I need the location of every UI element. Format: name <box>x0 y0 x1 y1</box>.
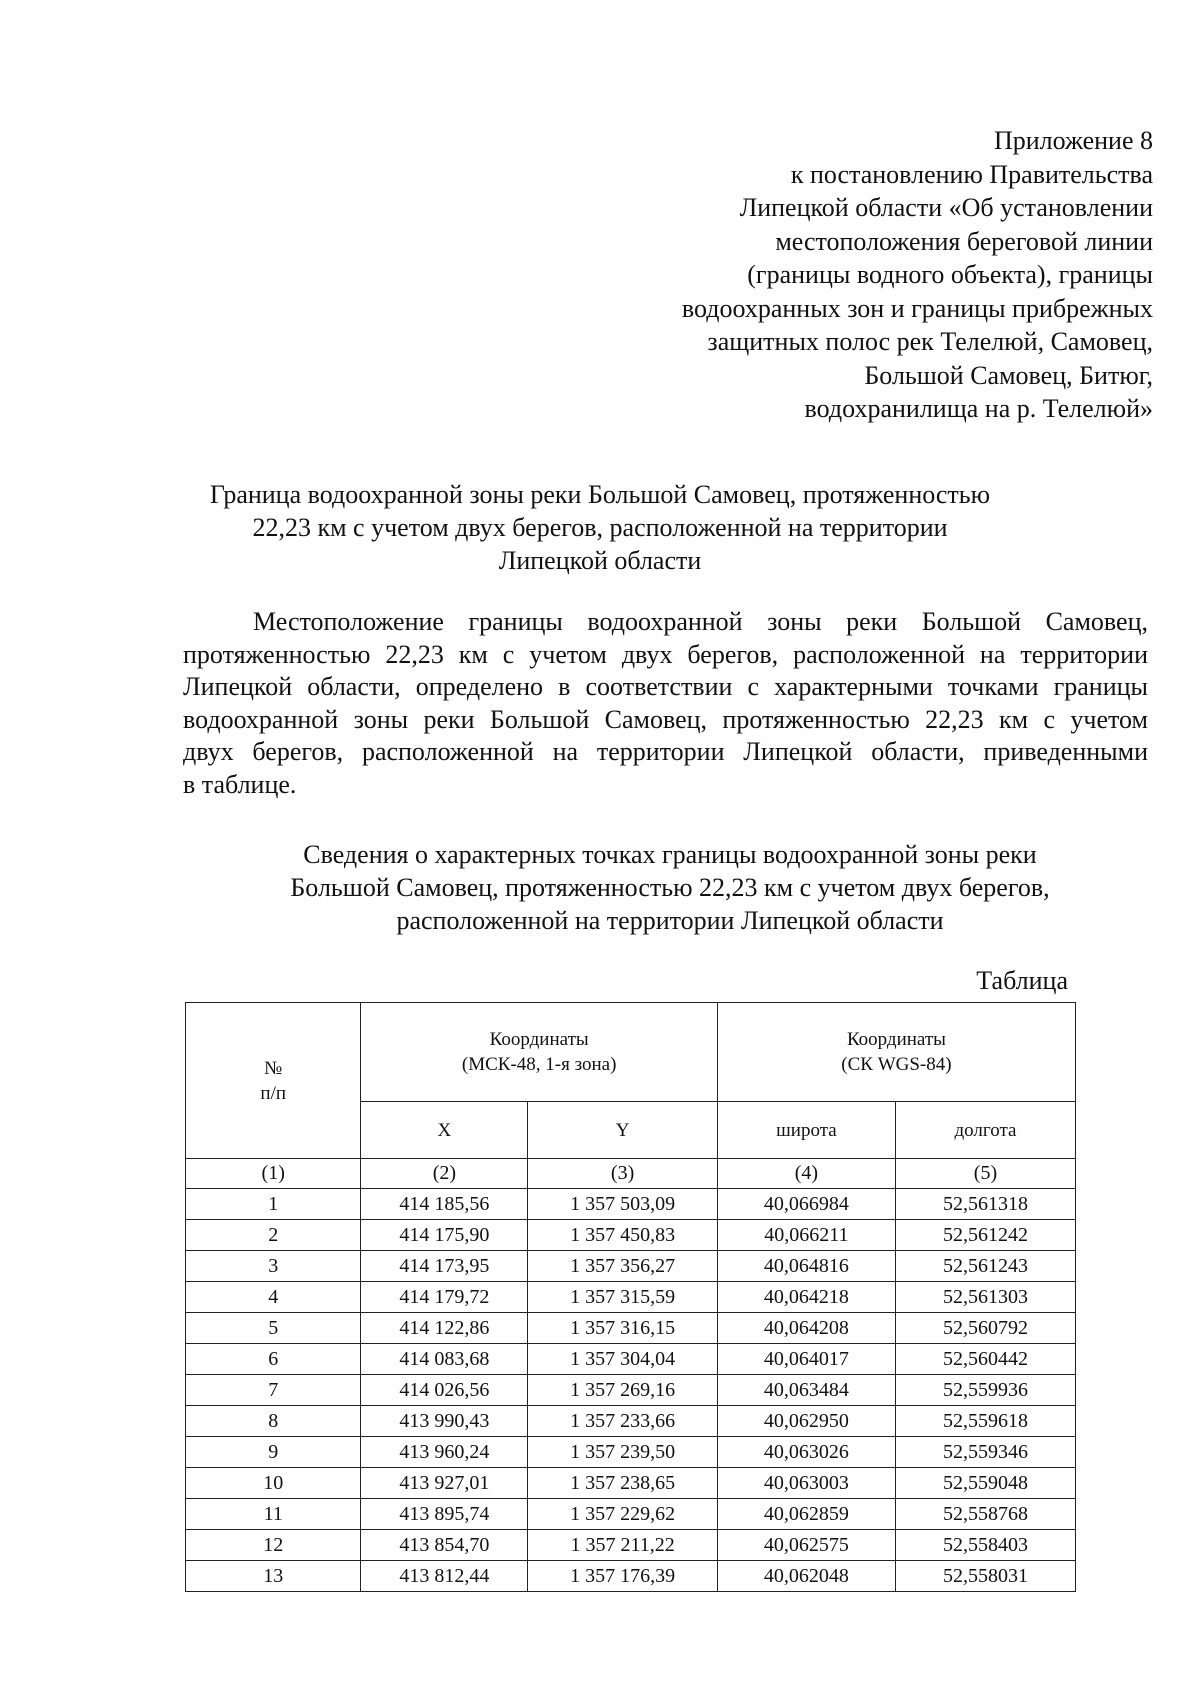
point-number-cell: 8 <box>186 1406 361 1437</box>
appendix-line: водоохранных зон и границы прибрежных <box>681 293 1153 323</box>
y-cell: 1 357 239,50 <box>528 1437 718 1468</box>
caption-line: расположенной на территории Липецкой области <box>396 906 944 935</box>
title-line: Граница водоохранной зоны реки Большой Самовец, протяженностью <box>209 480 991 509</box>
latitude-cell: 40,064017 <box>717 1344 895 1375</box>
table-row <box>186 1530 1076 1561</box>
appendix-line: Большой Самовец, Битюг, <box>864 360 1153 390</box>
longitude-cell: 52,559618 <box>895 1406 1075 1437</box>
coordinates-table <box>185 1002 1076 1592</box>
latitude-cell: 40,062950 <box>717 1406 895 1437</box>
table-row <box>186 1561 1076 1592</box>
y-cell: 1 357 176,39 <box>528 1561 718 1592</box>
x-cell: 414 185,56 <box>361 1189 528 1220</box>
latitude-cell: 40,064816 <box>717 1251 895 1282</box>
point-number-cell: 7 <box>186 1375 361 1406</box>
table-row <box>186 1220 1076 1251</box>
point-number-cell: 12 <box>186 1530 361 1561</box>
appendix-line: Липецкой области «Об установлении <box>739 193 1153 222</box>
paragraph-line: в таблице. <box>183 769 297 799</box>
header-longitude: долгота <box>895 1102 1075 1159</box>
table-row <box>186 1313 1076 1344</box>
header-number-symbol: № <box>264 1057 283 1079</box>
x-cell: 413 990,43 <box>361 1406 528 1437</box>
x-cell: 414 083,68 <box>361 1344 528 1375</box>
x-cell: 413 927,01 <box>361 1468 528 1499</box>
table-row <box>186 1189 1076 1220</box>
table-row <box>186 1375 1076 1406</box>
column-number: (3) <box>528 1159 718 1189</box>
table-label: Таблица <box>976 966 1068 995</box>
table-body <box>186 1189 1076 1592</box>
caption-line: Большой Самовец, протяженностью 22,23 км с учетом двух берегов, <box>290 873 1050 902</box>
point-number-cell: 3 <box>186 1251 361 1282</box>
y-cell: 1 357 450,83 <box>528 1220 718 1251</box>
longitude-cell: 52,558768 <box>895 1499 1075 1530</box>
latitude-cell: 40,063484 <box>717 1375 895 1406</box>
longitude-cell: 52,561243 <box>895 1251 1075 1282</box>
column-number-row <box>186 1159 1076 1189</box>
y-cell: 1 357 233,66 <box>528 1406 718 1437</box>
header-wgs-coordinates <box>717 1003 1075 1102</box>
longitude-cell: 52,560442 <box>895 1344 1075 1375</box>
appendix-line: к постановлению Правительства <box>790 159 1153 189</box>
table-row <box>186 1499 1076 1530</box>
latitude-cell: 40,064208 <box>717 1313 895 1344</box>
y-cell: 1 357 503,09 <box>528 1189 718 1220</box>
paragraph-line: водоохранной зоны реки Большой Самовец, протяженностью 22,23 км с учетом <box>183 704 1148 734</box>
table-row <box>186 1468 1076 1499</box>
title-line: 22,23 км с учетом двух берегов, расположенной на территории <box>252 513 948 542</box>
y-cell: 1 357 315,59 <box>528 1282 718 1313</box>
document-title <box>160 478 1040 577</box>
y-cell: 1 357 304,04 <box>528 1344 718 1375</box>
longitude-cell: 52,559346 <box>895 1437 1075 1468</box>
latitude-cell: 40,062575 <box>717 1530 895 1561</box>
column-number: (4) <box>717 1159 895 1189</box>
x-cell: 413 854,70 <box>361 1530 528 1561</box>
paragraph-line: протяженностью 22,23 км с учетом двух берегов, расположенной на территории <box>183 639 1148 669</box>
appendix-line: местоположения береговой линии <box>775 226 1153 256</box>
y-cell: 1 357 238,65 <box>528 1468 718 1499</box>
point-number-cell: 2 <box>186 1220 361 1251</box>
header-latitude: широта <box>717 1102 895 1159</box>
y-cell: 1 357 316,15 <box>528 1313 718 1344</box>
table-header-row <box>186 1003 1076 1102</box>
point-number-cell: 9 <box>186 1437 361 1468</box>
table-row <box>186 1437 1076 1468</box>
column-number: (2) <box>361 1159 528 1189</box>
column-number: (1) <box>186 1159 361 1189</box>
header-wgs-title: Координаты <box>846 1029 946 1050</box>
appendix-line: защитных полос рек Телелюй, Самовец, <box>707 327 1153 356</box>
table-row <box>186 1344 1076 1375</box>
table-caption <box>230 838 1110 937</box>
appendix-line: водохранилища на р. Телелюй» <box>804 394 1153 423</box>
point-number-cell: 10 <box>186 1468 361 1499</box>
table-row <box>186 1282 1076 1313</box>
longitude-cell: 52,558031 <box>895 1561 1075 1592</box>
header-x: X <box>361 1102 528 1159</box>
point-number-cell: 13 <box>186 1561 361 1592</box>
point-number-cell: 1 <box>186 1189 361 1220</box>
x-cell: 414 026,56 <box>361 1375 528 1406</box>
point-number-cell: 5 <box>186 1313 361 1344</box>
latitude-cell: 40,062048 <box>717 1561 895 1592</box>
header-msk-coordinates <box>361 1003 717 1102</box>
paragraph-line: Липецкой области, определено в соответствии с характерными точками границы <box>183 672 1148 701</box>
paragraph-line: двух берегов, расположенной на территории Липецкой области, приведенными <box>183 737 1148 766</box>
longitude-cell: 52,561303 <box>895 1282 1075 1313</box>
latitude-cell: 40,066984 <box>717 1189 895 1220</box>
latitude-cell: 40,063026 <box>717 1437 895 1468</box>
x-cell: 414 173,95 <box>361 1251 528 1282</box>
paragraph-line: Местоположение границы водоохранной зоны реки Большой Самовец, <box>253 607 1148 636</box>
appendix-line: Приложение 8 <box>993 126 1153 155</box>
latitude-cell: 40,064218 <box>717 1282 895 1313</box>
header-y: Y <box>528 1102 718 1159</box>
header-wgs-system: (СК WGS-84) <box>841 1054 952 1075</box>
point-number-cell: 6 <box>186 1344 361 1375</box>
longitude-cell: 52,561318 <box>895 1189 1075 1220</box>
x-cell: 414 122,86 <box>361 1313 528 1344</box>
body-paragraph <box>183 606 1148 801</box>
longitude-cell: 52,560792 <box>895 1313 1075 1344</box>
y-cell: 1 357 211,22 <box>528 1530 718 1561</box>
header-number <box>186 1003 361 1159</box>
latitude-cell: 40,063003 <box>717 1468 895 1499</box>
header-number-label: п/п <box>260 1082 287 1104</box>
latitude-cell: 40,066211 <box>717 1220 895 1251</box>
header-msk-system: (МСК-48, 1-я зона) <box>461 1054 617 1075</box>
table-row <box>186 1251 1076 1282</box>
title-line: Липецкой области <box>498 546 702 575</box>
x-cell: 414 175,90 <box>361 1220 528 1251</box>
x-cell: 414 179,72 <box>361 1282 528 1313</box>
caption-line: Сведения о характерных точках границы водоохранной зоны реки <box>303 840 1037 869</box>
longitude-cell: 52,559936 <box>895 1375 1075 1406</box>
x-cell: 413 812,44 <box>361 1561 528 1592</box>
header-msk-title: Координаты <box>489 1029 589 1050</box>
x-cell: 413 895,74 <box>361 1499 528 1530</box>
appendix-line: (границы водного объекта), границы <box>747 260 1153 289</box>
appendix-header <box>533 124 1153 426</box>
column-number: (5) <box>895 1159 1075 1189</box>
x-cell: 413 960,24 <box>361 1437 528 1468</box>
longitude-cell: 52,559048 <box>895 1468 1075 1499</box>
y-cell: 1 357 269,16 <box>528 1375 718 1406</box>
y-cell: 1 357 229,62 <box>528 1499 718 1530</box>
latitude-cell: 40,062859 <box>717 1499 895 1530</box>
longitude-cell: 52,558403 <box>895 1530 1075 1561</box>
y-cell: 1 357 356,27 <box>528 1251 718 1282</box>
point-number-cell: 4 <box>186 1282 361 1313</box>
table-row <box>186 1406 1076 1437</box>
longitude-cell: 52,561242 <box>895 1220 1075 1251</box>
point-number-cell: 11 <box>186 1499 361 1530</box>
